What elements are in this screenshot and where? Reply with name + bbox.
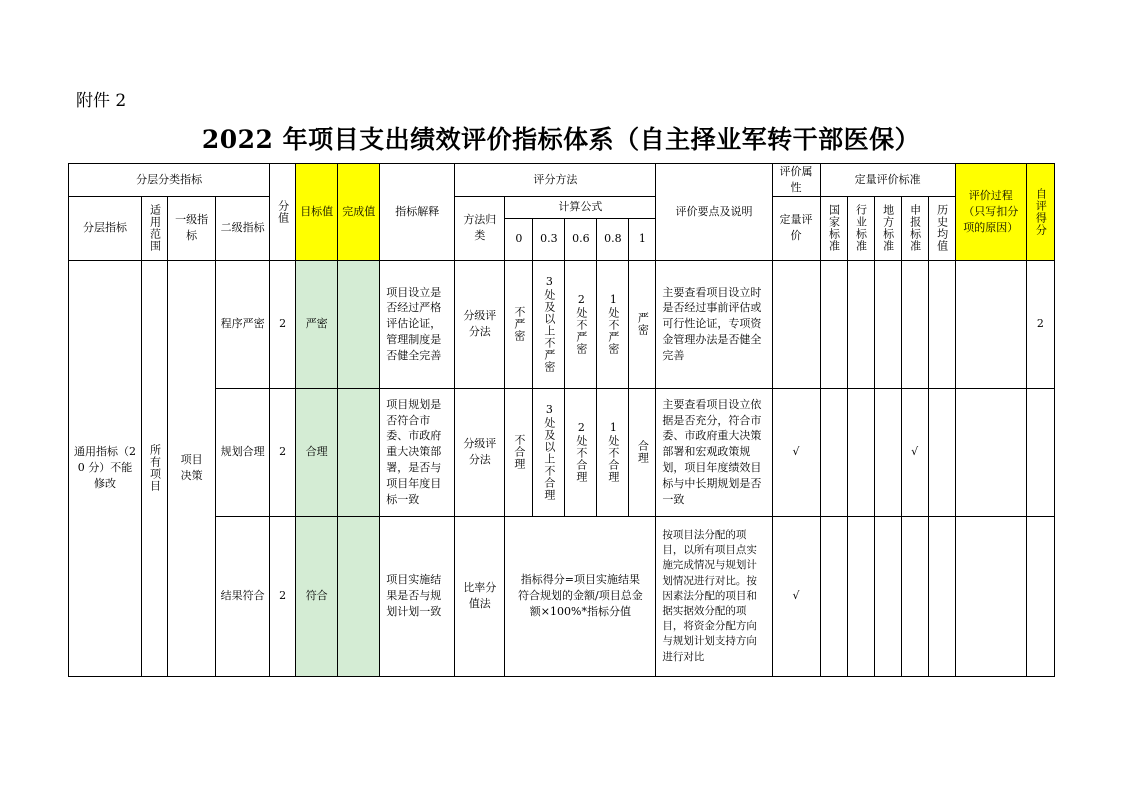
group-level1-cell: 项目决策 [168,260,216,676]
indicator-explain-header: 指标解释 [380,164,455,261]
point-03-cell: 3处及以上不合理 [533,388,565,516]
standard-national-cell [820,516,847,676]
quant-eval-cell: √ [772,388,820,516]
eval-attr-header: 评价属性 [772,164,820,197]
table-row [69,260,1055,388]
target-value-header: 目标值 [296,164,338,261]
self-score-cell[interactable] [1026,516,1054,676]
completed-cell [338,260,380,388]
calc-formula-header: 计算公式 [505,196,656,218]
standard-national-cell [820,388,847,516]
point-03-cell: 3处及以上不严密 [533,260,565,388]
group-scope-cell: 所有项目 [142,260,168,676]
self-score-cell[interactable]: 2 [1026,260,1054,388]
standard-industry-cell [847,516,874,676]
method-cell: 分级评分法 [455,388,505,516]
quant-eval-header: 定量评价 [772,196,820,260]
table-row [69,388,1055,516]
completed-cell [338,388,380,516]
standard-local-cell [874,388,901,516]
point-0-cell: 不严密 [505,260,533,388]
standard-local-header: 地方标准 [874,196,901,260]
indicator-table [68,163,1055,677]
calc-point-0: 0 [505,218,533,260]
eval-process-cell[interactable] [955,516,1026,676]
standard-declare-header: 申报标准 [901,196,928,260]
formula-cell: 指标得分=项目实施结果符合规划的金额/项目总金额×100%*指标分值 [505,516,656,676]
self-score-cell[interactable] [1026,388,1054,516]
eval-points-cell: 主要查看项目设立依据是否充分，符合市委、市政府重大决策部署和宏观政策规划，项目年度绩效目标与中长期规划是否一致 [656,388,772,516]
standard-local-cell [874,516,901,676]
calc-point-06: 0.6 [565,218,597,260]
explain-cell: 项目设立是否经过严格评估论证，管理制度是否健全完善 [380,260,455,388]
eval-points-cell: 按项目法分配的项目，以所有项目点实施完成情况与规划计划情况进行对比。按因素法分配的项目和据实据效分配的项目，将资金分配方向与规划计划支持方向进行对比 [656,516,772,676]
standard-declare-cell [901,516,928,676]
point-08-cell: 1处不合理 [597,388,629,516]
level2-cell: 规划合理 [216,388,270,516]
explain-cell: 项目规划是否符合市委、市政府重大决策部署，是否与项目年度目标一致 [380,388,455,516]
standard-declare-cell [901,260,928,388]
eval-points-cell: 主要查看项目设立时是否经过事前评估或可行性论证，专项资金管理办法是否健全完善 [656,260,772,388]
group-layer-cell: 通用指标（20 分）不能修改 [69,260,142,676]
self-score-header: 自评得分 [1026,164,1054,261]
standard-history-header: 历史均值 [928,196,955,260]
target-cell: 符合 [296,516,338,676]
level2-cell: 结果符合 [216,516,270,676]
standard-local-cell [874,260,901,388]
eval-process-cell[interactable] [955,388,1026,516]
score-cell: 2 [270,388,296,516]
explain-cell: 项目实施结果是否与规划计划一致 [380,516,455,676]
table-row [69,516,1055,676]
level2-cell: 程序严密 [216,260,270,388]
completed-value-header: 完成值 [338,164,380,261]
method-cell: 比率分值法 [455,516,505,676]
standard-history-cell [928,388,955,516]
point-1-cell: 合理 [629,388,656,516]
target-cell: 严密 [296,260,338,388]
standard-national-cell [820,260,847,388]
standard-national-header: 国家标准 [820,196,847,260]
target-cell: 合理 [296,388,338,516]
standard-history-cell [928,516,955,676]
quant-standard-header: 定量评价标准 [820,164,955,197]
standard-declare-cell: √ [901,388,928,516]
calc-point-1: 1 [629,218,656,260]
header-row [69,164,1055,197]
attachment-label: 附件 2 [76,91,127,111]
quant-eval-cell [772,260,820,388]
point-06-cell: 2处不合理 [565,388,597,516]
standard-industry-header: 行业标准 [847,196,874,260]
score-cell: 2 [270,260,296,388]
page-title: 2022 年项目支出绩效评价指标体系（自主择业军转干部医保） [201,125,921,154]
point-06-cell: 2处不严密 [565,260,597,388]
layer-indicator-header: 分层指标 [69,196,142,260]
quant-eval-cell: √ [772,516,820,676]
calc-point-08: 0.8 [597,218,629,260]
level2-header: 二级指标 [216,196,270,260]
method-cell: 分级评分法 [455,260,505,388]
level1-header: 一级指标 [168,196,216,260]
completed-cell [338,516,380,676]
point-08-cell: 1处不严密 [597,260,629,388]
method-category-header: 方法归类 [455,196,505,260]
layered-indicator-header: 分层分类指标 [69,164,270,197]
scoring-method-header: 评分方法 [455,164,656,197]
scope-header: 适用范围 [142,196,168,260]
standard-industry-cell [847,388,874,516]
score-cell: 2 [270,516,296,676]
score-header: 分值 [270,164,296,261]
eval-process-header: 评价过程（只写扣分项的原因） [955,164,1026,261]
header-row [69,196,1055,218]
eval-points-header: 评价要点及说明 [656,164,772,261]
standard-industry-cell [847,260,874,388]
eval-process-cell[interactable] [955,260,1026,388]
standard-history-cell [928,260,955,388]
calc-point-03: 0.3 [533,218,565,260]
point-0-cell: 不合理 [505,388,533,516]
point-1-cell: 严密 [629,260,656,388]
